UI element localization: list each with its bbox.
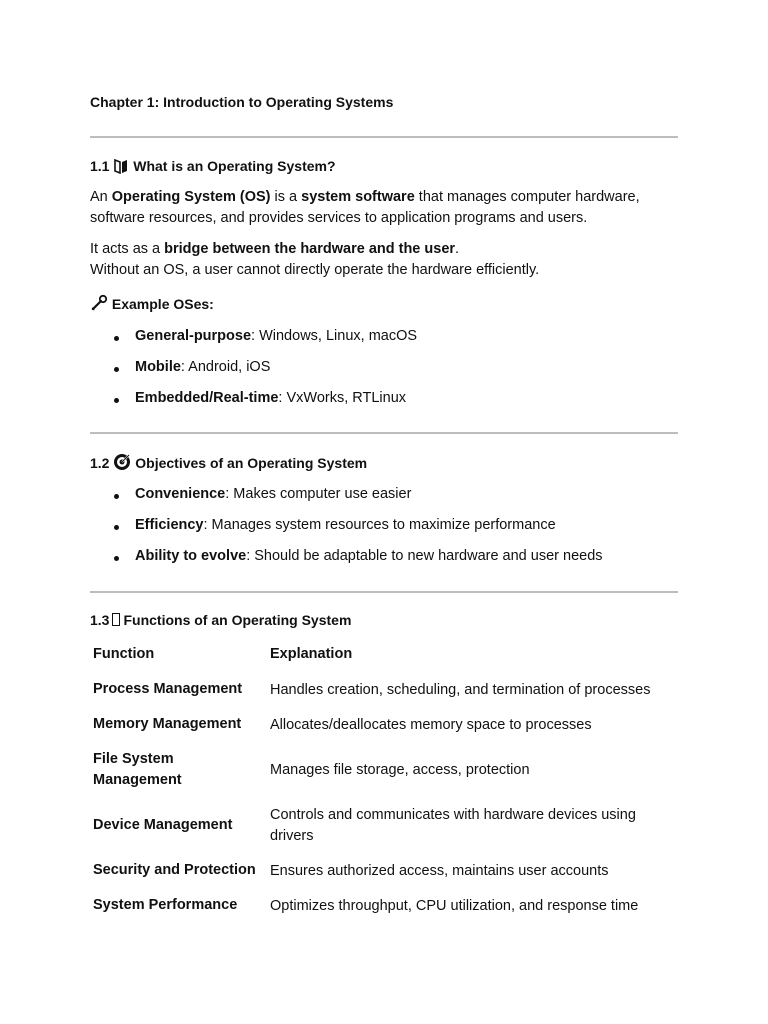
text: is a	[270, 189, 302, 205]
text: Without an OS, a user cannot directly operate the hardware efficiently.	[90, 262, 540, 278]
item-key: Efficiency	[135, 517, 204, 533]
table-cell-explanation: Manages file storage, access, protection	[270, 762, 530, 778]
section-heading-1-2	[90, 453, 367, 475]
list-item	[135, 326, 417, 347]
table-cell-explanation: Handles creation, scheduling, and termination of processes	[270, 682, 651, 698]
list-item	[135, 546, 603, 567]
wrench-icon	[90, 294, 108, 316]
item-key: Ability to evolve	[135, 548, 247, 564]
item-value: : Android, iOS	[180, 359, 271, 375]
book-icon	[113, 158, 129, 178]
target-icon	[113, 453, 131, 475]
paragraph-bridge	[90, 239, 539, 281]
bullet	[114, 494, 119, 499]
table-cell-explanation: Controls and communicates with hardware devices using drivers	[270, 807, 636, 844]
text: It acts as a	[90, 241, 165, 257]
bullet	[114, 367, 119, 372]
list-item	[135, 484, 411, 505]
bullet	[114, 398, 119, 403]
emphasis: bridge between the hardware and the user	[164, 241, 456, 257]
table-cell-explanation: Optimizes throughput, CPU utilization, and response time	[270, 898, 639, 914]
table-header-function: Function	[93, 646, 155, 662]
table-cell-function: File System Management	[93, 751, 182, 788]
text: that manages computer hardware,	[414, 189, 640, 205]
text: An	[90, 189, 112, 205]
section-number: 1.1	[90, 158, 110, 174]
item-key: Mobile	[135, 359, 181, 375]
table-cell-function: Device Management	[93, 817, 233, 833]
divider	[90, 432, 678, 434]
table-cell-function: Memory Management	[93, 716, 242, 732]
emphasis: system software	[301, 189, 415, 205]
section-heading-1-1	[90, 157, 336, 178]
section-title: What is an Operating System?	[133, 158, 336, 174]
item-value: : VxWorks, RTLinux	[278, 390, 407, 406]
item-key: General-purpose	[135, 328, 252, 344]
item-value: : Manages system resources to maximize performance	[203, 517, 556, 533]
text: software resources, and provides services to application programs and users.	[90, 210, 588, 226]
section-heading-1-3	[90, 611, 351, 629]
list-item	[135, 388, 406, 409]
table-cell-function: System Performance	[93, 897, 238, 913]
table-cell-function: Process Management	[93, 681, 243, 697]
text: .	[455, 241, 460, 257]
examples-heading	[90, 294, 214, 316]
list-item	[135, 357, 270, 378]
section-number: 1.2	[90, 455, 110, 471]
divider	[90, 591, 678, 593]
section-title: Functions of an Operating System	[123, 612, 352, 628]
section-title: Objectives of an Operating System	[135, 455, 368, 471]
table-cell-explanation: Ensures authorized access, maintains user accounts	[270, 863, 609, 879]
chapter-title: Chapter 1: Introduction to Operating Systems	[90, 94, 394, 110]
bullet	[114, 556, 119, 561]
examples-title: Example OSes:	[111, 296, 214, 312]
bullet	[114, 336, 119, 341]
bullet	[114, 525, 119, 530]
item-key: Embedded/Real-time	[135, 390, 279, 406]
item-value: : Windows, Linux, macOS	[251, 328, 418, 344]
list-item	[135, 515, 556, 536]
missing-glyph-icon	[112, 613, 120, 626]
item-value: : Makes computer use easier	[225, 486, 412, 502]
paragraph-definition	[90, 187, 640, 229]
table-cell-explanation: Allocates/deallocates memory space to processes	[270, 717, 592, 733]
item-key: Convenience	[135, 486, 226, 502]
emphasis: Operating System (OS)	[111, 189, 271, 205]
table-cell-function: Security and Protection	[93, 862, 256, 878]
divider	[90, 136, 678, 138]
table-header-explanation: Explanation	[270, 646, 353, 662]
section-number: 1.3	[90, 612, 110, 628]
item-value: : Should be adaptable to new hardware and user needs	[246, 548, 603, 564]
